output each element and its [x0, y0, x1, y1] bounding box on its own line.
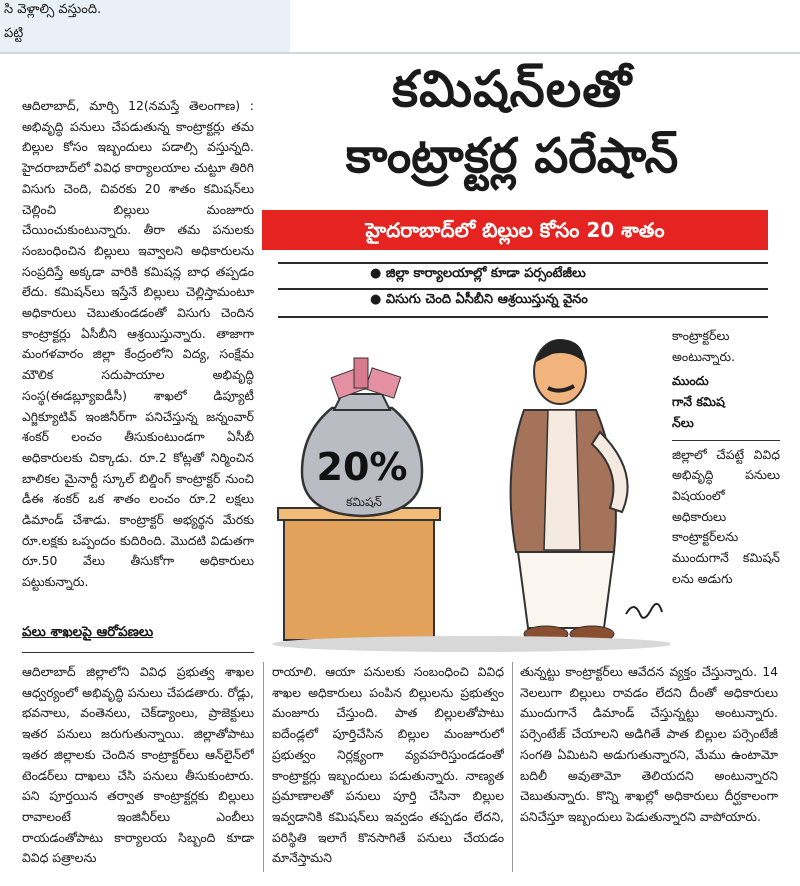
side-column: [672, 326, 780, 652]
side-heading-rule: [672, 440, 780, 441]
side-paragraph-2: జిల్లాలో చేపట్టే వివిధ అభివృద్ధి పనులు విషయంలో అధికారులు కాంట్రాక్టర్‌లను ముందుగానే కమిషన్‌ లను అడుగు: [672, 446, 780, 586]
side-heading-1: ముందు: [672, 373, 709, 389]
headline-line-2: కాంట్రాక్టర్ల పరేషాన్: [345, 128, 679, 184]
headline-line-1: కమిషన్‌లతో: [392, 60, 632, 118]
bullet-1: [370, 266, 586, 284]
man-shirt: [544, 410, 580, 550]
bag-percent-label: 20%: [316, 445, 408, 489]
artist-signature: [626, 604, 662, 618]
side-heading-2: గానే కమిష: [672, 394, 725, 410]
top-snippet-line-2: పట్టి: [4, 26, 24, 41]
article-left-column: [22, 96, 254, 616]
top-snippet-line-1: సి వెళ్లాల్సి వస్తుంది.: [4, 2, 102, 17]
bullet-rule-1: [278, 262, 768, 264]
bottom-left-paragraph: ఆదిలాబాద్‌ జిల్లాలోని వివిధ ప్రభుత్వ శాఖల ఆధ్వర్యంలో అభివృద్ధి పనులు చేపడతారు. రోడ్లు, భవనాలు, వంతెనలు, చెక్‌డ్యాంలు, ప్రాజెక్టులు ఇతర పనులు జరుగుతున్నాయి. జిల్లాతోపాటు ఇతర జిల్లాలకు చెందిన కాంట్రాక్టర్‌లు ఆన్‌లైన్‌లో టెండర్‌లు దాఖలు చేసి పనులు తీసుకుంటారు. పని పూర్తయిన తర్వాత కాంట్రాక్టర్లకు బిల్లులు రావాలంటే ఇంజినీర్‌లు ఎంబీలు రాయడంతోపాటు కార్యాలయ సిబ్బంది కూడా వివిధ పత్రాలను: [22, 664, 254, 866]
bottom-column-left: [22, 662, 254, 872]
bullet-rule-3: [278, 316, 768, 318]
bullet-dot-icon: ●: [370, 292, 382, 307]
cartoon-illustration: [262, 322, 670, 654]
bullet-1-text: జిల్లా కార్యాలయాల్లో కూడా పర్సంటేజీలు: [385, 266, 586, 281]
side-heading-3: న్‌లు: [672, 414, 694, 430]
ground-shadow: [272, 636, 670, 652]
bottom-column-mid: [272, 662, 504, 872]
bag-caption: కమిషన్‌: [346, 495, 382, 509]
bottom-column-right: [520, 662, 778, 872]
column-divider-1: [263, 662, 264, 872]
bullet-rule-2: [278, 288, 768, 290]
cash-note-3: [354, 358, 368, 388]
top-divider: [0, 52, 800, 54]
section-heading: పలు శాఖలపై ఆరోపణలు: [22, 624, 154, 640]
article-paragraph: ఆదిలాబాద్‌, మార్చి 12(నమస్తే తెలంగాణ) : అభివృద్ధి పనులు చేపడుతున్న కాంట్రాక్టర్లు తమ బిల్లుల కోసం ఇబ్బందులు పడాల్సి వస్తున్నది. హైదరాబాద్‌లో వివిధ కార్యాలయాల చుట్టూ తిరిగి విసుగు చెంది, చివరకు 20 శాతం కమిషన్‌లు చెల్లించి బిల్లులు మంజూరు చేయించుకుంటున్నారు. తీరా తమ పనులకు సంబంధించిన బిల్లులు ఇవ్వాలని అధికారులను సంప్రదిస్తే అక్కడా వారికి కమిషన్ల బాధ తప్పడం లేదు. కమిషన్‌లు ఇస్తేనే బిల్లులు చెల్లిస్తామంటూ అధికారులు చెబుతుండడంతో విసుగు చెందిన కాంట్రాక్టర్లు ఏసీబీని ఆశ్రయిస్తున్నారు. తాజాగా మంగళవారం జిల్లా కేంద్రంలోని విద్య, సంక్షేమ మౌలిక సదుపాయాల అభివృద్ధి సంస్థ(ఈడబ్ల్యూఐడీసీ) శాఖలో డిప్యూటీ ఎగ్జిక్యూటివ్‌ ఇంజినీర్‌గా పనిచేస్తున్న జన్నంవార్‌ శంకర్‌ లంచం తీసుకుంటుండగా ఏసీబీ అధికారులకు చిక్కాడు. రూ.2 కోట్లతో నిర్మించిన బాలికల మైనార్టీ స్కూల్‌ బిల్డింగ్‌ కాంట్రాక్టర్‌ నుంచి డీఈ శంకర్‌ ఒక శాతం లంచం రూ.2 లక్షలు డిమాండ్‌ చేశాడు. కాంట్రాక్టర్‌ అభ్యర్థన మేరకు రూ.లక్షకు ఒప్పందం కుదిరింది. మొదటి విడుతగా రూ.50 వేలు తీసుకోగా అధికారులు పట్టుకున్నారు.: [22, 98, 254, 590]
bullet-2-text: విసుగు చెంది ఏసీబీని ఆశ్రయిస్తున్న వైనం: [385, 292, 588, 307]
column-divider-2: [512, 662, 513, 872]
subhead-bar: హైదరాబాద్‌లో బిల్లుల కోసం 20 శాతం: [262, 210, 768, 250]
bullet-2: [370, 292, 588, 310]
man-dhoti: [518, 552, 614, 628]
section-divider: [22, 652, 254, 653]
desk: [284, 514, 434, 640]
bullet-dot-icon: ●: [370, 266, 382, 281]
bottom-right-paragraph: తున్నట్టు కాంట్రాక్టర్‌లు ఆవేదన వ్యక్తం చేస్తున్నారు. 14 నెలలుగా బిల్లులు రావడం లేదని దీంతో అధికారులు ముందుగానే డిమాండ్‌ చేస్తున్నట్టు అంటున్నారు. పర్సెంటేజ్‌ చేయాలని అడిగితే పాత బిల్లుల పర్సెంటేజీ సంగతి ఏమిటని అడుగుతున్నారని, మేము ఉంటామో బదిలీ అవుతామో తెలియదని అంటున్నారని చెబుతున్నారు. కొన్ని శాఖల్లో అధికారులు దీర్ఘకాలంగా పనిచేస్తూ ఇబ్బందులు పెడుతున్నారని వాపోయారు.: [520, 664, 778, 824]
side-paragraph-1: కాంట్రాక్టర్‌లు అంటున్నారు.: [672, 328, 736, 364]
bottom-mid-paragraph: రాయాలి. ఆయా పనులకు సంబంధించి వివిధ శాఖల అధికారులు పంపిన బిల్లులను ప్రభుత్వం మంజూరు చేస్తుంది. పాత బిల్లులతోపాటు ఐదేండ్లలో పూర్తిచేసిన బిల్లుల మంజూరులో ప్రభుత్వం నిర్లక్ష్యంగా వ్యవహరిస్తుండడంతో కాంట్రాక్టర్లు ఇబ్బందులు పడుతున్నారు. నాణ్యత ప్రమాణాలతో పనులు పూర్తి చేసినా బిల్లుల ఇవ్వడానికి కమిషన్‌లు ఇవ్వడం తప్పడం లేదని, పరిస్థితి ఇలాగే కొనసాగితే పనులు చేయడం మానేస్తామని: [272, 664, 504, 866]
